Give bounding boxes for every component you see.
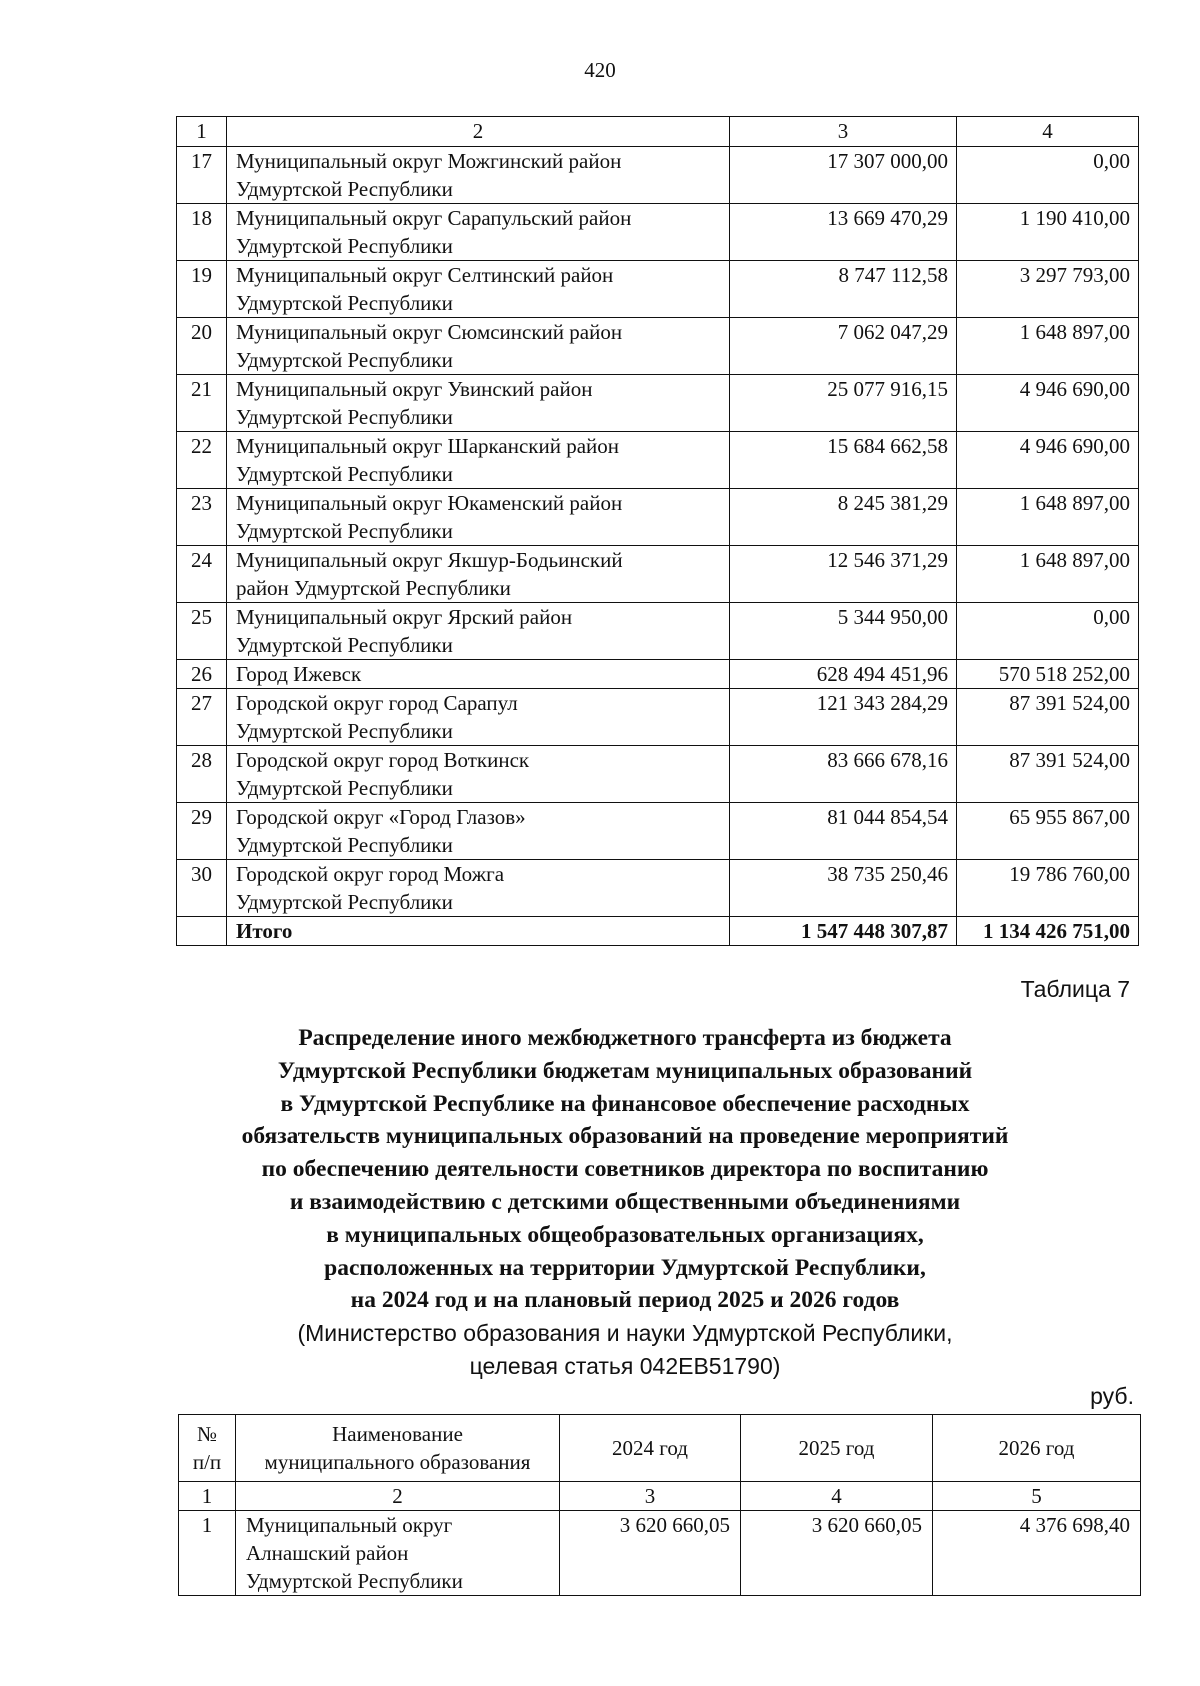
amount-cell: 19 786 760,00 xyxy=(957,860,1139,917)
row-number: 20 xyxy=(177,318,227,375)
table-row xyxy=(177,546,1139,603)
table-header-row xyxy=(179,1415,1141,1482)
municipality-name xyxy=(227,318,730,375)
table-row xyxy=(177,660,1139,689)
title-line: в муниципальных общеобразовательных организациях, xyxy=(326,1221,924,1248)
municipality-name-line: Городской округ город Сарапул xyxy=(236,691,518,715)
row-number: 21 xyxy=(177,375,227,432)
row-number: 29 xyxy=(177,803,227,860)
title-line: расположенных на территории Удмуртской Республики, xyxy=(324,1254,926,1281)
header-name-line: муниципального образования xyxy=(264,1450,531,1474)
amount-cell: 4 376 698,40 xyxy=(933,1511,1141,1596)
municipality-name-line: Удмуртской Республики xyxy=(246,1569,463,1593)
table-row xyxy=(177,147,1139,204)
municipality-name xyxy=(236,1511,560,1596)
total-label: Итого xyxy=(227,917,730,946)
amount-cell: 570 518 252,00 xyxy=(957,660,1139,689)
row-number: 1 xyxy=(179,1511,236,1596)
row-number: 26 xyxy=(177,660,227,689)
amount-cell: 1 648 897,00 xyxy=(957,489,1139,546)
municipality-name xyxy=(227,375,730,432)
table-row xyxy=(177,860,1139,917)
amount-cell: 87 391 524,00 xyxy=(957,689,1139,746)
municipality-name xyxy=(227,261,730,318)
table-row xyxy=(177,803,1139,860)
amount-cell: 12 546 371,29 xyxy=(730,546,957,603)
row-number xyxy=(177,917,227,946)
header-number-line: № xyxy=(196,1422,218,1446)
municipality-name xyxy=(227,489,730,546)
amount-cell: 25 077 916,15 xyxy=(730,375,957,432)
municipality-name-line: Город Ижевск xyxy=(236,662,362,686)
subtitle-line: (Министерство образования и науки Удмуртской Республики, xyxy=(297,1320,953,1346)
municipality-name xyxy=(227,147,730,204)
municipality-name-line: Удмуртской Республики xyxy=(236,348,453,372)
municipality-name-line: Муниципальный округ Ярский район xyxy=(236,605,573,629)
title-line: Распределение иного межбюджетного трансферта из бюджета xyxy=(298,1025,952,1051)
amount-cell: 3 620 660,05 xyxy=(741,1511,933,1596)
title-line: на 2024 год и на плановый период 2025 и 2026 годов xyxy=(350,1287,900,1314)
amount-cell: 83 666 678,16 xyxy=(730,746,957,803)
row-number: 30 xyxy=(177,860,227,917)
table-row xyxy=(177,375,1139,432)
municipality-name xyxy=(227,803,730,860)
title-line: Удмуртской Республики бюджетам муниципальных образований xyxy=(277,1057,973,1084)
table-row xyxy=(179,1511,1141,1596)
column-number: 2 xyxy=(227,117,730,147)
column-number-row xyxy=(179,1482,1141,1511)
subtitle-line: целевая статья 042EB51790) xyxy=(469,1353,781,1379)
amount-cell: 38 735 250,46 xyxy=(730,860,957,917)
row-number: 23 xyxy=(177,489,227,546)
municipality-name xyxy=(227,660,730,689)
municipality-name-line: Удмуртской Республики xyxy=(236,177,453,201)
amount-cell: 5 344 950,00 xyxy=(730,603,957,660)
row-number: 22 xyxy=(177,432,227,489)
municipality-name-line: Удмуртской Республики xyxy=(236,890,453,914)
municipality-name-line: Городской округ город Можга xyxy=(236,862,505,886)
amount-cell: 1 648 897,00 xyxy=(957,546,1139,603)
column-number: 1 xyxy=(177,117,227,147)
header-number xyxy=(179,1415,236,1482)
municipality-name xyxy=(227,860,730,917)
municipality-name-line: Удмуртской Республики xyxy=(236,519,453,543)
amount-cell: 8 747 112,58 xyxy=(730,261,957,318)
amount-cell: 0,00 xyxy=(957,147,1139,204)
header-number-line: п/п xyxy=(192,1450,222,1474)
header-2026: 2026 год xyxy=(933,1415,1141,1482)
municipality-name-line: Удмуртской Республики xyxy=(236,833,453,857)
municipality-name-line: Муниципальный округ Увинский район xyxy=(236,377,593,401)
amount-cell: 3 620 660,05 xyxy=(560,1511,741,1596)
title-line: обязательств муниципальных образований на проведение мероприятий xyxy=(241,1123,1009,1150)
municipality-name-line: Удмуртской Республики xyxy=(236,776,453,800)
table-row xyxy=(177,489,1139,546)
table-row xyxy=(177,603,1139,660)
total-amount: 1 134 426 751,00 xyxy=(957,917,1139,946)
municipality-name-line: Удмуртской Республики xyxy=(236,291,453,315)
total-row xyxy=(177,917,1139,946)
municipality-name xyxy=(227,546,730,603)
municipality-name-line: Муниципальный округ xyxy=(246,1513,453,1537)
table-label: Таблица 7 xyxy=(1020,976,1130,1002)
municipality-name-line: Муниципальный округ Можгинский район xyxy=(236,149,622,173)
municipality-name-line: Городской округ «Город Глазов» xyxy=(236,805,526,829)
row-number: 19 xyxy=(177,261,227,318)
amount-cell: 65 955 867,00 xyxy=(957,803,1139,860)
header-name-line: Наименование xyxy=(332,1422,463,1446)
title-line: по обеспечению деятельности советников директора по воспитанию xyxy=(261,1156,989,1183)
row-number: 24 xyxy=(177,546,227,603)
municipality-name-line: Муниципальный округ Сарапульский район xyxy=(236,206,632,230)
column-number: 4 xyxy=(957,117,1139,147)
table-row xyxy=(177,746,1139,803)
column-number: 2 xyxy=(236,1482,560,1511)
column-number: 1 xyxy=(179,1482,236,1511)
row-number: 17 xyxy=(177,147,227,204)
distribution-table-continued xyxy=(176,116,1139,946)
municipality-name-line: Муниципальный округ Шарканский район xyxy=(236,434,620,458)
amount-cell: 81 044 854,54 xyxy=(730,803,957,860)
municipality-name xyxy=(227,204,730,261)
amount-cell: 7 062 047,29 xyxy=(730,318,957,375)
table-title xyxy=(160,1022,1090,1317)
title-line: и взаимодействию с детскими общественными объединениями xyxy=(289,1188,961,1215)
header-2024: 2024 год xyxy=(560,1415,741,1482)
amount-cell: 628 494 451,96 xyxy=(730,660,957,689)
amount-cell: 4 946 690,00 xyxy=(957,375,1139,432)
row-number: 18 xyxy=(177,204,227,261)
amount-cell: 3 297 793,00 xyxy=(957,261,1139,318)
table-row xyxy=(177,689,1139,746)
amount-cell: 0,00 xyxy=(957,603,1139,660)
table-row xyxy=(177,318,1139,375)
table-row xyxy=(177,432,1139,489)
municipality-name-line: Алнашский район xyxy=(246,1541,409,1565)
municipality-name-line: Удмуртской Республики xyxy=(236,405,453,429)
column-number-row xyxy=(177,117,1139,147)
municipality-name-line: Удмуртской Республики xyxy=(236,234,453,258)
municipality-name-line: Муниципальный округ Юкаменский район xyxy=(236,491,623,515)
municipality-name xyxy=(227,689,730,746)
amount-cell: 87 391 524,00 xyxy=(957,746,1139,803)
amount-cell: 4 946 690,00 xyxy=(957,432,1139,489)
municipality-name-line: Удмуртской Республики xyxy=(236,633,453,657)
amount-cell: 121 343 284,29 xyxy=(730,689,957,746)
title-line: в Удмуртской Республике на финансовое обеспечение расходных xyxy=(280,1090,970,1117)
row-number: 28 xyxy=(177,746,227,803)
municipality-name-line: Муниципальный округ Якшур-Бодьинский xyxy=(236,548,623,572)
column-number: 4 xyxy=(741,1482,933,1511)
table-row xyxy=(177,261,1139,318)
total-amount: 1 547 448 307,87 xyxy=(730,917,957,946)
municipality-name-line: Муниципальный округ Селтинский район xyxy=(236,263,614,287)
page-number: 420 xyxy=(584,58,616,82)
municipality-name-line: район Удмуртской Республики xyxy=(236,576,511,600)
amount-cell: 15 684 662,58 xyxy=(730,432,957,489)
amount-cell: 8 245 381,29 xyxy=(730,489,957,546)
distribution-table-7 xyxy=(178,1414,1141,1596)
column-number: 3 xyxy=(560,1482,741,1511)
currency-unit: руб. xyxy=(1090,1383,1134,1409)
amount-cell: 1 190 410,00 xyxy=(957,204,1139,261)
table-subtitle xyxy=(160,1317,1090,1383)
header-2025: 2025 год xyxy=(741,1415,933,1482)
header-name xyxy=(236,1415,560,1482)
row-number: 25 xyxy=(177,603,227,660)
row-number: 27 xyxy=(177,689,227,746)
municipality-name-line: Муниципальный округ Сюмсинский район xyxy=(236,320,623,344)
table-row xyxy=(177,204,1139,261)
column-number: 5 xyxy=(933,1482,1141,1511)
municipality-name xyxy=(227,746,730,803)
municipality-name xyxy=(227,603,730,660)
municipality-name-line: Городской округ город Воткинск xyxy=(236,748,530,772)
municipality-name-line: Удмуртской Республики xyxy=(236,719,453,743)
amount-cell: 1 648 897,00 xyxy=(957,318,1139,375)
amount-cell: 17 307 000,00 xyxy=(730,147,957,204)
amount-cell: 13 669 470,29 xyxy=(730,204,957,261)
municipality-name-line: Удмуртской Республики xyxy=(236,462,453,486)
column-number: 3 xyxy=(730,117,957,147)
municipality-name xyxy=(227,432,730,489)
